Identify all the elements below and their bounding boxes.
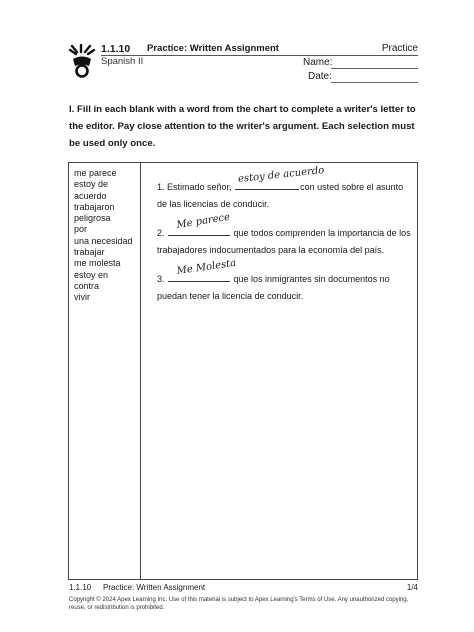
word-bank-item: acuerdo (74, 190, 107, 201)
word-bank-item: me molesta (74, 258, 121, 269)
apex-logo-icon (68, 44, 96, 78)
word-bank-item: trabajaron (74, 201, 115, 212)
sentence-1-prefix: 1. Estimado señor, (157, 182, 232, 192)
lesson-number: 1.1.10 (101, 43, 131, 55)
word-bank-item: por (74, 224, 88, 235)
word-bank-item: estoy en (74, 269, 109, 280)
date-label: Date: (308, 71, 332, 82)
footer-title: Practice: Written Assignment (103, 583, 206, 592)
document-type: Practice (381, 43, 418, 54)
sentence-2-prefix: 2. (157, 228, 165, 238)
word-bank-item: contra (74, 280, 100, 291)
assignment-title: Practice: Written Assignment (147, 43, 279, 54)
word-bank-item: vivir (74, 292, 90, 303)
instructions: I. Fill in each blank with a word from the chart to complete a writer's letter to the editor. Pay close attention to the writer's argument. Each selection must be used only once. (69, 104, 416, 149)
name-field[interactable] (331, 68, 418, 69)
copyright-notice: Copyright © 2024 Apex Learning Inc. Use of this material is subject to Apex Learning's Terms of Use. Any unauthorized copying, reuse, or redistribution is prohibited. (69, 597, 409, 611)
page-number: 1/4 (406, 583, 418, 592)
chart-divider (140, 163, 141, 579)
word-bank-item: me parece (74, 168, 117, 178)
header-rule (101, 55, 418, 56)
course-name: Spanish II (101, 56, 144, 67)
sentence-3 (157, 257, 415, 305)
sentence-1-suffix: con usted sobre el asunto de las licencias de conducir. (157, 182, 404, 209)
word-chart (68, 162, 418, 580)
sentence-2-suffix: que todos comprenden la importancia de los trabajadores indocumentados para la economía del país. (157, 228, 411, 255)
sentence-1-blank[interactable] (235, 165, 325, 190)
word-bank-item: una necesidad (74, 235, 133, 246)
sentence-list (157, 165, 415, 314)
word-bank-item: trabajar (74, 247, 105, 258)
word-bank (74, 168, 133, 304)
sentence-2 (157, 211, 415, 259)
sentence-2-blank[interactable] (168, 211, 231, 236)
date-field[interactable] (331, 82, 418, 83)
sentence-1-answer: estoy de acuerdo (237, 165, 325, 186)
sentence-3-prefix: 3. (157, 274, 165, 284)
word-bank-item: peligrosa (74, 213, 111, 224)
sentence-3-suffix: que los inmigrantes sin documentos no puedan tener la licencia de conducir. (157, 274, 390, 301)
sentence-2-answer: Me parece (175, 211, 231, 232)
sentence-1 (157, 165, 415, 213)
sentence-3-answer: Me Molesta (176, 257, 237, 278)
name-label: Name: (303, 57, 333, 68)
word-bank-item: estoy de (74, 179, 109, 190)
sentence-3-blank[interactable] (168, 257, 237, 282)
footer-lesson-number: 1.1.10 (69, 583, 92, 592)
